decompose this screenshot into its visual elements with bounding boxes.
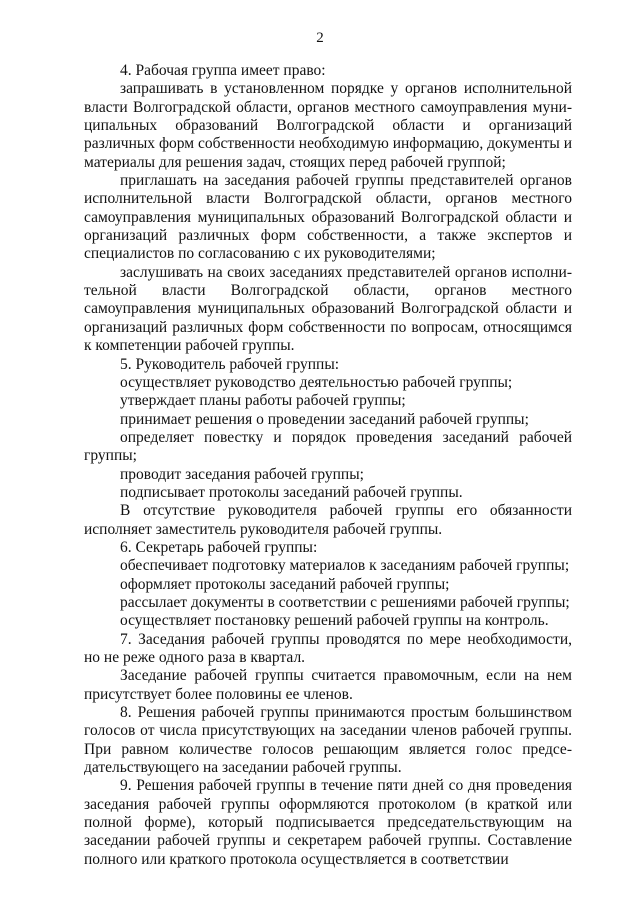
section-8-decisions: 8. Решения рабочей группы принимаются простым большинством голосов от числа присутствующих на заседании членов рабочей группы. При равном количестве голосов решающим является голос председательствующего на заседании рабочей группы.: [84, 704, 572, 777]
quorum-clause: Заседание рабочей группы считается правомочным, если на нем присутствует более половины ее членов.: [84, 667, 572, 703]
leader-duty-sign-protocols: подписывает протоколы заседаний рабочей группы.: [120, 483, 463, 501]
section-4-heading: 4. Рабочая группа имеет право:: [120, 62, 326, 79]
leader-duty-approve-plans: утверждает планы работы рабочей группы;: [120, 392, 406, 410]
section-7-meetings: 7. Заседания рабочей группы проводятся по мере необходимости, но не реже одного раза в квартал.: [84, 630, 572, 666]
leader-duty-decide-meetings: принимает решения о проведении заседаний рабочей группы;: [120, 410, 529, 428]
page-number: 2: [316, 30, 324, 46]
secretary-duty-protocols: оформляет протоколы заседаний рабочей группы;: [120, 575, 450, 593]
section-5-heading: 5. Руководитель рабочей группы:: [120, 355, 340, 373]
leader-duty-agenda: определяет повестку и порядок проведения заседаний рабочей группы;: [84, 428, 572, 465]
section-9-protocol: 9. Решения рабочей группы в течение пяти дней со дня проведения заседания рабочей группы оформляются протоколом (в краткой или полной форме), который подписывается председательствующим на заседании рабочей группы и секретарем рабочей группы. Составление полного или краткого протокола осуществляется в соответствии: [84, 777, 572, 868]
right-request-information: запрашивать в установленном порядке у органов исполнительной власти Волгоградской области, органов местного самоуправления муниципальных образований Волгоградской области и организаций различных форм собственности необходимую информацию, документы и материалы для решения задач, стоящих перед рабочей группой;: [84, 80, 572, 171]
secretary-duty-control: осуществляет постановку решений рабочей группы на контроль.: [120, 612, 549, 630]
leader-absence-clause: В отсутствие руководителя рабочей группы его обязанности исполняет заместитель руководителя рабочей группы.: [84, 502, 572, 538]
right-invite-representatives: приглашать на заседания рабочей группы представителей органов исполнительной власти Волгоградской области, органов местного самоуправления муниципальных образований Волгоградской области и организаций различных форм собственности, а также экспертов и специалистов по согласованию с их руководителями;: [84, 172, 572, 263]
leader-duty-conduct-meetings: проводит заседания рабочей группы;: [120, 465, 364, 483]
section-6-heading: 6. Секретарь рабочей группы:: [120, 538, 318, 556]
right-hear-representatives: заслушивать на своих заседаниях представителей органов исполнительной власти Волгоградской области, органов местного самоуправления муниципальных образований Волгоградской области и организаций различных форм собственности по вопросам, относящимся к компетенции рабочей группы.: [84, 263, 572, 355]
secretary-duty-materials: обеспечивает подготовку материалов к заседаниям рабочей группы;: [120, 557, 570, 575]
secretary-duty-distribute: рассылает документы в соответствии с решениями рабочей группы;: [120, 593, 570, 611]
leader-duty-manage: осуществляет руководство деятельностью рабочей группы;: [120, 373, 513, 391]
document-body: [84, 62, 572, 869]
